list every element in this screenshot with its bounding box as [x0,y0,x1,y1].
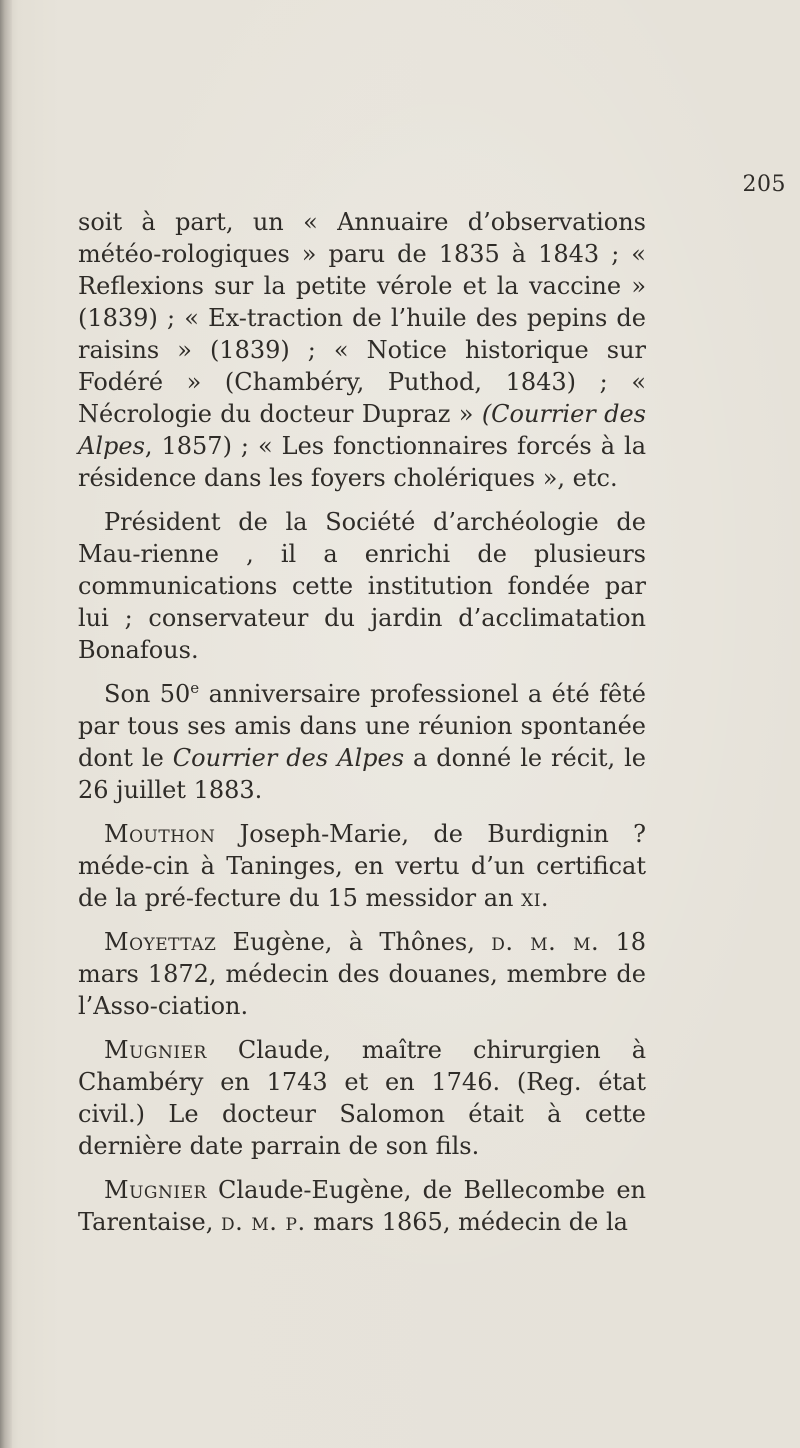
text-block [78,206,646,1250]
text-segment: Claude, maître chirurgien à Chambéry en 1743 et en 1746. (Reg. état civil.) Le docteur Salomon était à cette dernière date parrain de son fils. [78,1036,646,1160]
text-segment: mars 1865, médecin de la [305,1208,628,1236]
text-segment: Eugène, à Thônes, [216,928,492,956]
paragraph [78,206,646,494]
italic-title: (Courrier des Alpes [78,400,646,460]
page-number: 205 [742,172,786,197]
text-segment: Claude-Eugène, de Bellecombe en Tarentaise, [78,1176,646,1236]
paragraph [78,926,646,1022]
small-caps-text: xi [521,884,541,912]
paragraph [78,818,646,914]
paragraph [78,1174,646,1238]
italic-title: Courrier des Alpes [172,744,405,772]
text-segment: , 1857) ; « Les fonctionnaires forcés à la résidence dans les foyers cholériques », etc. [78,432,646,492]
text-segment: Son 50 [104,680,191,708]
text-segment: Président de la Société d’archéologie de Mau-rienne , il a enrichi de plusieurs communications cette institution fondée par lui ; conservateur du jardin d’acclimatation Bonafous. [78,508,646,664]
small-caps-text: Moyettaz [104,928,217,956]
small-caps-text: Mouthon [104,820,216,848]
small-caps-text: d. m. m. [491,928,600,956]
small-caps-text: Mugnier [104,1176,207,1204]
text-segment: Joseph-Marie, de Burdignin ? méde-cin à Taninges, en vertu d’un certificat de la pré-fecture du 15 messidor an [78,820,646,912]
book-spine-shadow [0,0,12,1448]
small-caps-text: Mugnier [104,1036,207,1064]
text-segment: soit à part, un « Annuaire d’observations météo-rologiques » paru de 1835 à 1843 ; « Reflexions sur la petite vérole et la vaccine » (1839) ; « Ex-traction de l’huile des pepins de raisins » (1839) ; « Notice historique sur Fodéré » (Chambéry, Puthod, 1843) ; « Nécrologie du docteur Dupraz » [78,208,646,428]
text-segment: a donné le récit, le 26 juillet 1883. [78,744,646,804]
text-segment: . [540,884,549,912]
text-segment: 18 mars 1872, médecin des douanes, membre de l’Asso-ciation. [78,928,646,1020]
small-caps-text: d. m. p. [221,1208,306,1236]
paragraph [78,506,646,666]
superscript-text: e [190,679,200,697]
paragraph [78,678,646,806]
paragraph [78,1034,646,1162]
text-segment: anniversaire professionel a été fêté par tous ses amis dans une réunion spontanée dont le [78,680,646,772]
